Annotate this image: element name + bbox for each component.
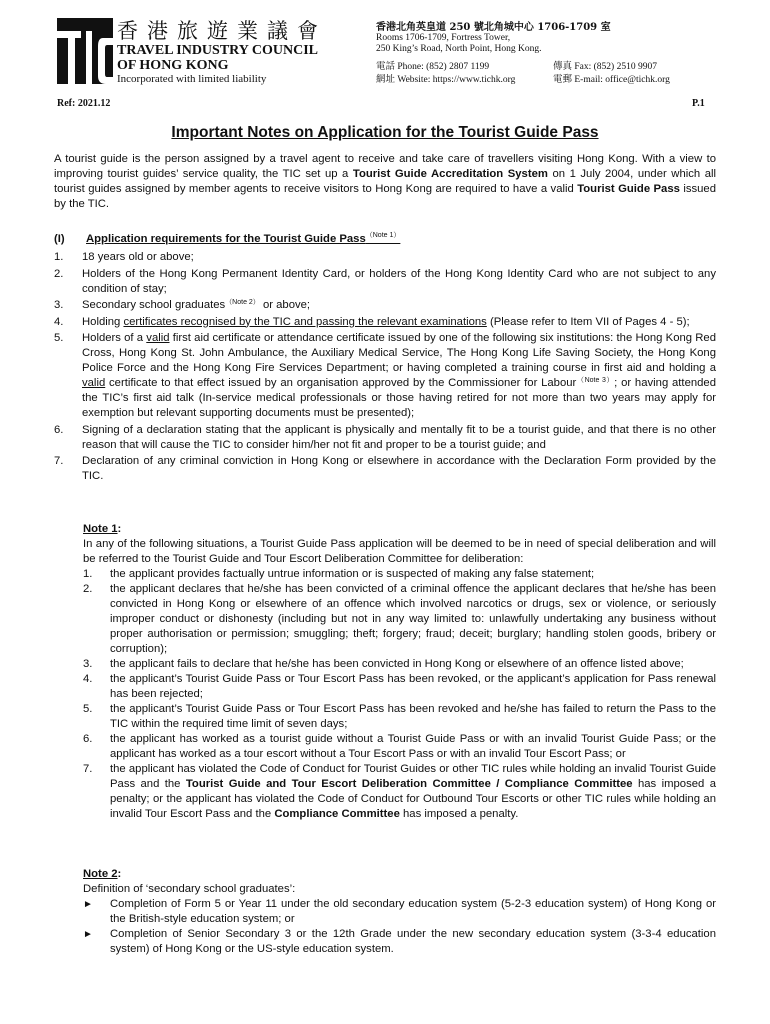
- item-text: Declaration of any criminal conviction in Hong Kong or elsewhere in accordance with the Declaration Form provided by the TIC.: [82, 455, 716, 482]
- item-number: 4.: [54, 315, 64, 328]
- org-name-line1: TRAVEL INDUSTRY COUNCIL: [117, 43, 318, 58]
- item-text: [82, 331, 716, 421]
- bullet-item: [83, 927, 716, 957]
- note-2: [83, 867, 716, 957]
- list-item: [83, 672, 716, 702]
- tic-logo: [57, 18, 113, 84]
- item-number: 3.: [83, 658, 93, 670]
- item-text-part: Secondary school graduates: [82, 299, 226, 311]
- org-name-chinese: 香港旅遊業議會: [117, 19, 327, 43]
- item-text: Completion of Senior Secondary 3 or the 12th Grade under the new secondary education system (3-3-4 education system) of Hong Kong or the US-style education system.: [110, 928, 716, 955]
- item-number: 1.: [83, 568, 93, 580]
- list-item: [83, 582, 716, 657]
- list-item: [83, 567, 716, 582]
- bold-committee: Tourist Guide and Tour Escort Deliberation Committee / Compliance Committee: [185, 778, 633, 790]
- list-item: [54, 298, 716, 313]
- intro-paragraph: [54, 152, 716, 212]
- underlined-text: certificates recognised by the TIC and passing the relevant examinations: [123, 315, 487, 328]
- reference-number: Ref: 2021.12: [57, 98, 111, 109]
- intro-text: A tourist guide is the person assigned by a travel agent to receive and take care of travellers visiting Hong Kong. With a view to improving tourist guides’ service quality, the TIC set up a: [54, 153, 716, 180]
- item-text: the applicant’s Tourist Guide Pass or Tour Escort Pass has been revoked and he/she has failed to return the Pass to the TIC within the required time limit of seven days;: [110, 703, 716, 730]
- contact-right: [553, 61, 670, 87]
- note-intro: Definition of ‘secondary school graduates’:: [83, 883, 296, 895]
- note-heading-text: Note 1: [83, 523, 118, 535]
- item-number: 5.: [54, 332, 64, 344]
- list-item: [54, 315, 716, 330]
- note-colon: :: [117, 868, 122, 880]
- address-line2: 250 King’s Road, North Point, Hong Kong.: [376, 44, 542, 54]
- item-text-part: ; or having attended the TIC’s first aid talk (In-service medical professionals or those having retired for not more than two years may apply for exemption but relevant supporting documents must be presented);: [82, 377, 716, 419]
- section-number: (I): [54, 232, 65, 245]
- note-1: [83, 522, 716, 822]
- phone: 電話 Phone: (852) 2807 1199: [376, 62, 490, 72]
- item-text: the applicant has worked as a tourist guide without a Tourist Guide Pass or with an invalid Tourist Guide Pass; or the applicant has worked as a tour escort without a Tour Escort Pass or with an invalid Tour Escort Pass; or: [110, 733, 716, 760]
- bold-committee: Compliance Committee: [274, 808, 400, 820]
- item-text: [110, 762, 716, 822]
- email-link[interactable]: 電郵 E-mail: office@tichk.org: [553, 75, 670, 85]
- item-text-part: Holding: [82, 315, 124, 328]
- item-text: [82, 298, 716, 313]
- page-number: P.1: [692, 98, 705, 109]
- item-text-part: (Please refer to Item VII of Pages 4 - 5);: [486, 315, 690, 328]
- item-text-part: has imposed a penalty.: [399, 808, 519, 820]
- list-item: [83, 762, 716, 822]
- note-colon: :: [117, 523, 122, 535]
- fax: 傳真 Fax: (852) 2510 9907: [553, 62, 657, 72]
- note-heading: [83, 867, 716, 882]
- requirements-list: [54, 250, 716, 486]
- item-text: the applicant declares that he/she has been convicted of a criminal offence the applicant declares that he/she has been convicted in Hong Kong or elsewhere of an offence which involved narcotics or drugs, sex or violence, or seriously improper conduct or dishonesty (including but not in any way limited to: unlawfully undertaking any business without proper authorisation or permission; smuggling; theft; forgery; fraud; deceit; burglary; handling stolen goods, bribery or corruption);: [110, 583, 716, 655]
- item-text-part: has imposed a penalty; or the applicant has violated the Code of Conduct for Outbound Tour Escorts or other TIC rules while holding an invalid Tour Escort Pass and the: [110, 778, 716, 820]
- list-item: [54, 267, 716, 297]
- note-heading-text: Note 2: [83, 868, 118, 880]
- org-name-line2: OF HONG KONG: [117, 58, 229, 73]
- intro-text: on 1 July 2004, under which all tourist guides assigned by member agents to receive visitors to Hong Kong are required to have a valid: [54, 168, 717, 195]
- item-text: [82, 315, 716, 330]
- intro-bold-pass: Tourist Guide Pass: [577, 183, 680, 195]
- list-item: [54, 423, 716, 453]
- item-text: Signing of a declaration stating that the applicant is physically and mentally fit to be a tourist guide, and that there is no other reason that will cause the TIC to consider him/her not fit and proper to be a tourist guide; and: [82, 423, 716, 451]
- list-item: [54, 454, 716, 484]
- item-number: 5.: [83, 703, 93, 715]
- document-title: Important Notes on Application for the Tourist Guide Pass: [171, 124, 599, 141]
- item-text: the applicant fails to declare that he/she has been convicted in Hong Kong or elsewhere of an offence listed above;: [110, 658, 684, 670]
- note-reference: （Note 1）: [365, 232, 401, 239]
- address-line1: Rooms 1706-1709, Fortress Tower,: [376, 33, 511, 43]
- item-number: 2.: [54, 267, 64, 280]
- item-text-part: the applicant has violated the Code of Conduct for Tourist Guides or other TIC rules while holding an invalid Tourist Guide Pass and the: [110, 763, 716, 790]
- intro-bold-system: Tourist Guide Accreditation System: [352, 168, 548, 180]
- note-heading: [83, 522, 716, 537]
- section-heading: [54, 230, 400, 245]
- note-reference: （Note 3）: [576, 377, 615, 384]
- incorporated-note: Incorporated with limited liability: [117, 73, 267, 85]
- note-intro: In any of the following situations, a Tourist Guide Pass application will be deemed to be in need of special deliberation and will be referred to the Tourist Guide and Tour Escort Deliberation Committee for deliberation:: [83, 538, 716, 565]
- item-text-part: Holders of a: [82, 332, 147, 344]
- item-number: 4.: [83, 673, 93, 685]
- contact-left: [376, 61, 515, 87]
- arrow-bullet-icon: ►: [83, 929, 93, 940]
- address-block: [376, 22, 611, 55]
- underlined-text: valid: [82, 377, 106, 389]
- item-text-part: certificate to that effect issued by an organisation approved by the Commissioner for Labour: [105, 377, 577, 389]
- section-title: Application requirements for the Tourist Guide Pass: [86, 232, 366, 245]
- item-text: the applicant’s Tourist Guide Pass or Tour Escort Pass has been revoked, or the applicant’s application for Pass renewal has been rejected;: [110, 673, 716, 700]
- list-item: [54, 250, 716, 265]
- item-text: the applicant provides factually untrue information or is suspected of making any false statement;: [110, 568, 595, 580]
- item-number: 6.: [54, 423, 64, 436]
- org-name-english: [117, 43, 318, 73]
- item-text-part: first aid certificate or attendance certificate issued by one of the following six institutions: the Hong Kong Red Cross, Hong Kong St. John Ambulance, the Auxiliary Medical Service, The Hong Kong Life Saving Society, the Hong Kong Police Force and the Hong Kong Fire Services Department; or having completed a training course in first aid and holding a: [82, 332, 716, 374]
- website-link[interactable]: 網址 Website: https://www.tichk.org: [376, 75, 516, 85]
- item-text: 18 years old or above;: [82, 251, 194, 263]
- underlined-text: valid: [146, 332, 170, 344]
- item-number: 7.: [83, 763, 93, 775]
- list-item: [54, 331, 716, 421]
- note-reference: （Note 2）: [225, 299, 260, 306]
- item-text: Completion of Form 5 or Year 11 under the old secondary education system (5-2-3 education system) of Hong Kong or the British-style education system; or: [110, 898, 716, 925]
- arrow-bullet-icon: ►: [83, 899, 93, 910]
- item-text-part: or above;: [259, 299, 311, 311]
- bullet-item: [83, 897, 716, 927]
- intro-text: issued by the TIC.: [54, 183, 716, 210]
- item-number: 3.: [54, 299, 64, 311]
- item-number: 1.: [54, 251, 64, 263]
- address-chinese: 香港北角英皇道 250 號北角城中心 1706-1709 室: [376, 22, 611, 33]
- list-item: [83, 702, 716, 732]
- item-text: Holders of the Hong Kong Permanent Identity Card, or holders of the Hong Kong Identity Card who are not subject to any condition of stay;: [82, 267, 716, 295]
- item-number: 2.: [83, 583, 93, 595]
- list-item: [83, 657, 716, 672]
- item-number: 6.: [83, 733, 93, 745]
- list-item: [83, 732, 716, 762]
- item-number: 7.: [54, 455, 64, 467]
